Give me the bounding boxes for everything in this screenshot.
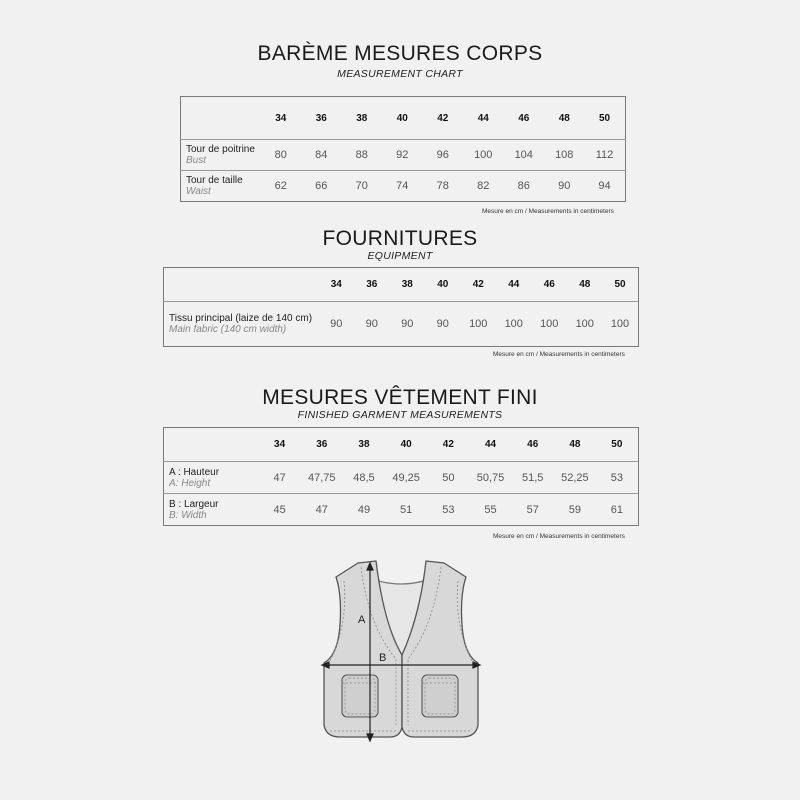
size-header: 38 (356, 112, 368, 124)
table-row (164, 462, 639, 494)
size-header: 38 (401, 279, 413, 290)
table-cell: 47 (301, 494, 343, 526)
size-header: 46 (543, 279, 555, 290)
size-header: 38 (358, 439, 370, 450)
row-label-en: B: Width (169, 509, 207, 521)
row-label (181, 171, 261, 202)
size-header: 40 (396, 112, 408, 124)
finished-subtitle: FINISHED GARMENT MEASUREMENTS (297, 409, 503, 421)
table-cell: 90 (319, 302, 355, 347)
finished-table (163, 427, 639, 526)
table-cell: 50 (427, 462, 469, 494)
table-cell: 57 (512, 494, 554, 526)
table-cell: 52,25 (554, 462, 596, 494)
table-cell: 90 (354, 302, 390, 347)
table-cell: 51 (385, 494, 427, 526)
table-cell: 86 (504, 171, 545, 202)
left-pocket (342, 675, 378, 717)
table-cell: 84 (301, 140, 342, 171)
size-header: 36 (366, 279, 378, 290)
corner-cell (164, 428, 259, 462)
table-cell: 70 (342, 171, 383, 202)
table-cell: 112 (585, 140, 626, 171)
table-row (164, 302, 639, 347)
size-header: 44 (508, 279, 520, 290)
table-cell: 45 (259, 494, 301, 526)
row-label (164, 494, 259, 526)
size-header: 50 (614, 279, 626, 290)
row-label-fr: Tissu principal (laize de 140 cm) (169, 313, 313, 324)
table-cell: 90 (425, 302, 461, 347)
row-label (164, 462, 259, 494)
table-cell: 48,5 (343, 462, 385, 494)
size-header: 44 (477, 112, 489, 124)
table-cell: 59 (554, 494, 596, 526)
body-chart-subtitle: MEASUREMENT CHART (337, 68, 463, 80)
table-cell: 90 (390, 302, 426, 347)
size-header: 34 (274, 439, 286, 450)
table-cell: 47 (259, 462, 301, 494)
row-label-fr: Tour de poitrine (186, 144, 255, 155)
table-cell: 104 (504, 140, 545, 171)
table-cell: 90 (544, 171, 585, 202)
size-header: 34 (275, 112, 287, 124)
size-header: 42 (472, 279, 484, 290)
size-header: 48 (569, 439, 581, 450)
size-header: 40 (437, 279, 449, 290)
table-cell: 94 (585, 171, 626, 202)
row-label-en: A: Height (169, 477, 211, 489)
table-cell: 66 (301, 171, 342, 202)
equipment-subtitle: EQUIPMENT (367, 250, 433, 262)
size-header: 48 (579, 279, 591, 290)
units-note: Mesure en cm / Measurements in centimeters (493, 351, 625, 358)
table-cell: 100 (496, 302, 532, 347)
row-label-fr: A : Hauteur (169, 466, 220, 478)
label-b: B (379, 652, 387, 664)
table-cell: 88 (342, 140, 383, 171)
row-label (164, 302, 319, 347)
table-cell: 61 (596, 494, 638, 526)
right-pocket (422, 675, 458, 717)
table-cell: 96 (423, 140, 464, 171)
table-cell: 100 (567, 302, 603, 347)
vest-illustration (318, 555, 484, 795)
table-cell: 78 (423, 171, 464, 202)
size-header: 42 (442, 439, 454, 450)
size-header: 34 (330, 279, 342, 290)
table-row (181, 140, 626, 171)
table-cell: 100 (532, 302, 568, 347)
size-header: 42 (437, 112, 449, 124)
table-row (181, 171, 626, 202)
row-label-fr: Tour de taille (186, 175, 243, 186)
equipment-title: FOURNITURES (322, 227, 478, 250)
size-header: 46 (527, 439, 539, 450)
table-cell: 82 (463, 171, 504, 202)
table-cell: 53 (596, 462, 638, 494)
units-note: Mesure en cm / Measurements in centimeters (482, 208, 614, 215)
size-header: 36 (315, 112, 327, 124)
corner-cell (164, 268, 319, 302)
table-cell: 74 (382, 171, 423, 202)
table-cell: 50,75 (469, 462, 511, 494)
table-cell: 49 (343, 494, 385, 526)
body-chart-table (180, 96, 626, 202)
row-label-en: Main fabric (140 cm width) (169, 324, 287, 335)
size-header: 46 (518, 112, 530, 124)
equipment-table (163, 267, 639, 347)
table-cell: 100 (603, 302, 639, 347)
size-header: 50 (598, 112, 611, 124)
table-cell: 49,25 (385, 462, 427, 494)
size-header: 48 (558, 112, 570, 124)
size-header: 36 (316, 439, 328, 450)
table-cell: 62 (261, 171, 302, 202)
row-label-en: Bust (186, 155, 207, 166)
size-header: 44 (484, 439, 497, 450)
table-cell: 92 (382, 140, 423, 171)
table-header-row (164, 268, 639, 302)
table-row (164, 494, 639, 526)
body-chart-title: BARÈME MESURES CORPS (257, 42, 543, 65)
table-header-row (181, 97, 626, 140)
finished-title: MESURES VÊTEMENT FINI (262, 386, 538, 409)
table-cell: 47,75 (301, 462, 343, 494)
table-cell: 55 (469, 494, 511, 526)
table-cell: 100 (461, 302, 497, 347)
corner-cell (181, 97, 261, 140)
size-header: 40 (400, 439, 412, 450)
table-header-row (164, 428, 639, 462)
table-cell: 100 (463, 140, 504, 171)
row-label-fr: B : Largeur (169, 498, 219, 510)
label-a: A (358, 614, 366, 626)
table-cell: 108 (544, 140, 585, 171)
size-header: 50 (611, 439, 623, 450)
row-label (181, 140, 261, 171)
units-note: Mesure en cm / Measurements in centimeters (493, 533, 625, 540)
table-cell: 80 (261, 140, 302, 171)
table-cell: 51,5 (512, 462, 554, 494)
table-cell: 53 (427, 494, 469, 526)
row-label-en: Waist (186, 186, 211, 197)
